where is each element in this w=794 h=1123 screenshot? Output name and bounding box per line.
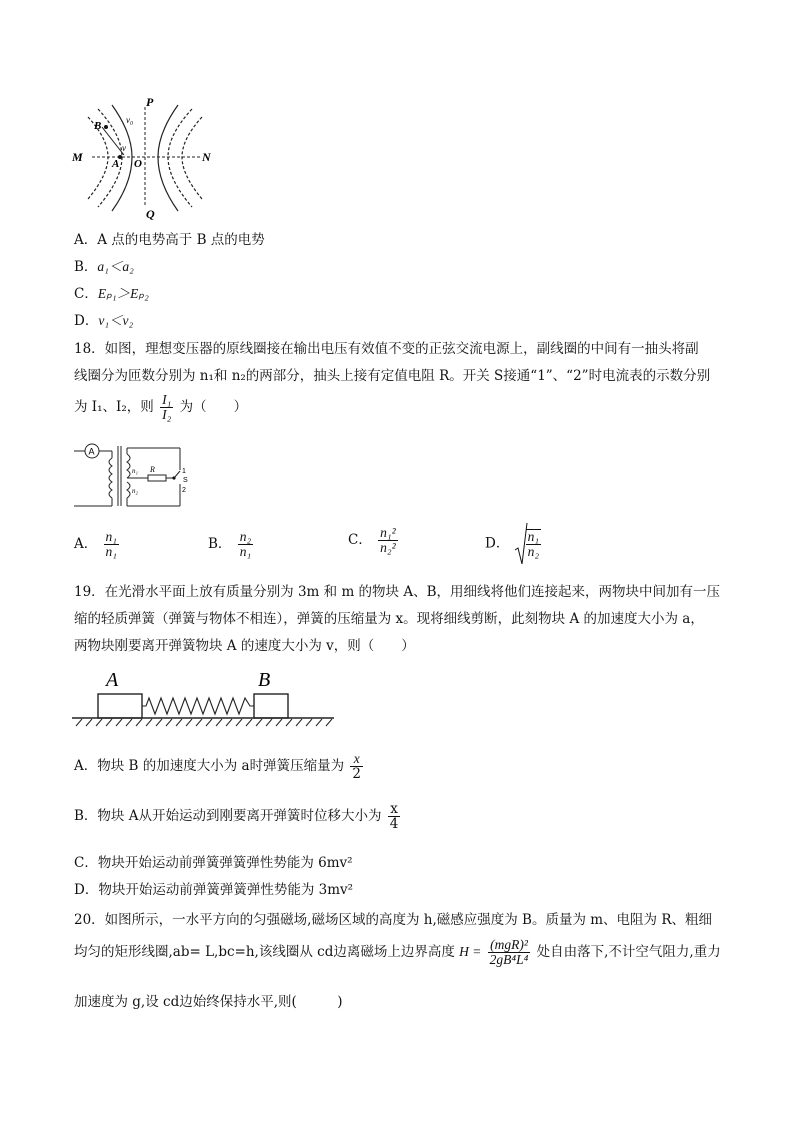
q20-stem-line3: 加速度为 g,设 cd边始终保持水平,则( ): [74, 994, 343, 1010]
q18-option-a-den: n₁: [105, 544, 117, 559]
q18-stem-line1: 18．如图，理想变压器的原线圈接在输出电压有效值不变的正弦交流电源上，副线圈的中间有一抽头将副: [74, 341, 699, 357]
svg-text:A: A: [88, 446, 95, 457]
q17-option-d[interactable]: [74, 309, 133, 329]
q19-option-b-fraction: [388, 802, 401, 831]
q18-current-ratio: [160, 393, 173, 422]
q18-option-d-den: n₂: [527, 544, 540, 559]
spring-blocks-figure: [72, 666, 334, 730]
q19-option-b-text: B．物块 A从开始运动到刚要离开弹簧时位移大小为: [74, 808, 382, 824]
q17-option-d-prefix: D．: [74, 313, 99, 329]
q18-option-a-fraction: [104, 530, 119, 559]
electric-field-figure: [70, 95, 220, 220]
svg-text:2: 2: [182, 487, 186, 494]
label-o: O: [134, 158, 142, 170]
q19-option-a-fraction: [350, 752, 363, 781]
q18-option-a[interactable]: [74, 530, 121, 559]
q20-stem-suffix: 处自由落下,不计空气阻力,重力: [536, 944, 721, 960]
q18-stem-line3: [74, 393, 247, 422]
q18-option-a-num: n₁: [105, 529, 117, 544]
q20-stem-line2: [74, 938, 721, 967]
q18-option-b[interactable]: [208, 530, 255, 559]
block-b: [254, 694, 288, 718]
q19-option-b-den: 4: [389, 816, 399, 832]
q18-option-c-fraction: [378, 526, 398, 555]
q17-option-b[interactable]: [74, 255, 134, 275]
q18-option-c-label: C．: [348, 532, 372, 548]
q20-stem-line1: 20．如图所示，一水平方向的匀强磁场,磁场区域的高度为 h,磁感应强度为 B。质量为 m、电阻为 R、粗细: [74, 912, 713, 928]
label-p: P: [146, 95, 154, 109]
q19-stem-line3: 两物块刚要离开弹簧物块 A 的速度大小为 v，则（ ）: [74, 638, 415, 654]
q17-option-b-prefix: B．: [74, 259, 98, 275]
resistor-icon: [148, 475, 166, 481]
q18-option-d-num: n₁: [527, 529, 540, 544]
block-a-label: A: [106, 669, 119, 691]
q18-stem-line2: 线圈分为匝数分别为 n₁和 n₂的两部分，抽头上接有定值电阻 R。开关 S接通“1”、“2”时电流表的示数分别: [74, 368, 711, 384]
q18-ratio-numerator: I₁: [162, 392, 172, 407]
q20-height-num: (mgR)²: [488, 938, 531, 953]
label-m: M: [72, 150, 83, 164]
q18-stem-suffix: 为（ ）: [179, 399, 248, 415]
q19-option-a-num: x: [350, 752, 363, 767]
q19-option-a[interactable]: [74, 752, 365, 781]
q18-ratio-denominator: I₂: [162, 407, 172, 422]
q18-option-c-num: n₁²: [380, 525, 396, 540]
label-b: B: [94, 120, 102, 132]
q18-option-b-num: n₂: [239, 529, 252, 544]
q19-option-a-text: A．物块 B 的加速度大小为 a时弹簧压缩量为: [74, 758, 345, 774]
q20-stem-prefix: 均匀的矩形线圈,ab= L,bc=h,该线圈从 cd边离磁场上边界高度: [74, 944, 455, 960]
label-v0: v₀: [126, 115, 134, 125]
q18-option-b-fraction: [238, 530, 253, 559]
q20-height-symbol: H =: [459, 944, 482, 959]
block-a: [98, 694, 142, 718]
q17-option-c[interactable]: [74, 282, 149, 302]
transformer-circuit-figure: [72, 440, 192, 512]
label-a: A: [112, 158, 120, 170]
q18-stem-prefix: 为 I₁、I₂，则: [74, 399, 154, 415]
q17-option-c-prefix: C．: [74, 286, 98, 302]
q18-option-d[interactable]: [485, 522, 543, 566]
q19-option-b[interactable]: [74, 802, 402, 831]
q18-option-d-label: D．: [485, 535, 510, 552]
q19-option-b-num: x: [388, 802, 401, 817]
point-b: [104, 125, 108, 129]
q20-height-fraction: [488, 938, 531, 967]
svg-text:n₂: n₂: [132, 487, 138, 495]
q19-stem-line2: 缩的轻质弹簧（弹簧与物体不相连），弹簧的压缩量为 x。现将细线剪断，此刻物块 A 的加速度大小为 a，: [74, 611, 704, 627]
svg-text:R: R: [150, 465, 155, 474]
svg-text:n₁: n₁: [132, 467, 138, 475]
q18-option-c[interactable]: [348, 526, 400, 555]
q17-option-b-text: a₁＜a₂: [97, 259, 134, 274]
q19-stem-line1: 19．在光滑水平面上放有质量分别为 3m 和 m 的物块 A、B，用细线将他们连接起来，两物块中间加有一压: [74, 584, 720, 600]
block-b-label: B: [258, 669, 271, 691]
q18-option-a-label: A．: [74, 536, 98, 552]
q18-option-b-label: B．: [208, 536, 232, 552]
q18-option-c-den: n₂²: [380, 540, 396, 555]
label-n: N: [202, 150, 211, 164]
q17-option-c-text: Eₚ₁＞Eₚ₂: [97, 286, 149, 301]
svg-text:1: 1: [182, 468, 186, 475]
label-v: v: [122, 143, 126, 153]
q17-option-a[interactable]: A．A 点的电势高于 B 点的电势: [74, 232, 265, 248]
q18-option-d-fraction: [526, 529, 541, 559]
spring-icon: [142, 698, 254, 714]
q17-option-d-text: v₁＜v₂: [98, 313, 134, 328]
svg-text:S: S: [183, 477, 188, 484]
label-q: Q: [146, 207, 155, 220]
q19-option-a-den: 2: [352, 766, 361, 782]
q19-option-c[interactable]: C．物块开始运动前弹簧弹簧弹性势能为 6mv²: [74, 855, 353, 871]
q18-option-b-den: n₁: [239, 544, 252, 559]
q20-height-den: 2gB⁴L⁴: [489, 952, 529, 967]
q19-option-d[interactable]: D．物块开始运动前弹簧弹簧弹性势能为 3mv²: [74, 882, 354, 898]
